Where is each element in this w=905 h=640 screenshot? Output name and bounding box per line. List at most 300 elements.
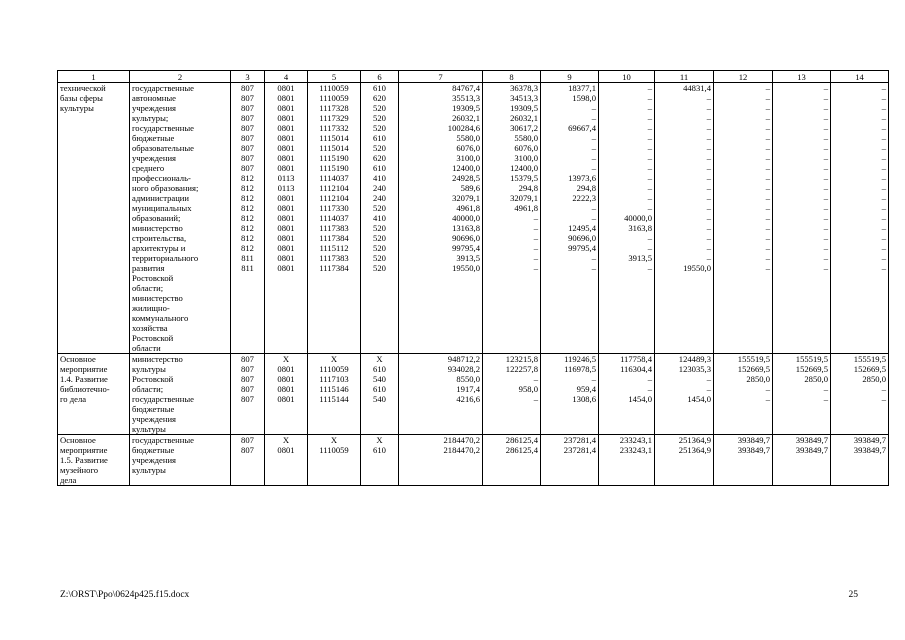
value-cell — [714, 83, 773, 354]
value-cell — [541, 435, 599, 486]
header-cell: 14 — [831, 71, 889, 83]
value-line: – — [881, 153, 886, 163]
value-line: 807 — [241, 143, 254, 153]
value-line: 410 — [373, 213, 386, 223]
activity-name-line: технической — [60, 83, 106, 93]
executor-line: хозяйства — [132, 323, 168, 333]
value-line: – — [533, 243, 538, 253]
value-line: – — [533, 233, 538, 243]
value-line: 0801 — [277, 113, 295, 123]
value-line: 2850,0 — [746, 374, 770, 384]
value-line: – — [706, 203, 711, 213]
value-line: 5580,0 — [514, 133, 538, 143]
value-line: – — [765, 83, 770, 93]
value-line: 0801 — [277, 394, 295, 404]
value-line: 610 — [373, 384, 386, 394]
value-line: – — [706, 143, 711, 153]
value-line: 1117383 — [319, 253, 349, 263]
value-line: 4961,8 — [456, 203, 480, 213]
value-line: 1117384 — [319, 263, 349, 273]
value-line: – — [533, 374, 538, 384]
value-line: X — [330, 435, 338, 445]
activity-name-line: музейного — [60, 465, 99, 475]
value-line: – — [765, 253, 770, 263]
section-row — [58, 354, 889, 435]
value-line: 520 — [373, 123, 386, 133]
value-line: – — [765, 163, 770, 173]
value-line: 1117383 — [319, 223, 349, 233]
value-cell — [308, 354, 361, 435]
value-line: 0801 — [277, 93, 295, 103]
value-line: 520 — [373, 113, 386, 123]
value-line: 807 — [241, 123, 254, 133]
value-cell — [541, 354, 599, 435]
value-line: 812 — [241, 213, 254, 223]
value-line: 393849,7 — [795, 445, 828, 455]
value-line: 1110059 — [319, 83, 349, 93]
value-line: – — [647, 153, 652, 163]
value-line: 0801 — [277, 364, 295, 374]
value-line: 393849,7 — [853, 445, 886, 455]
value-line: – — [765, 243, 770, 253]
value-line: – — [881, 193, 886, 203]
value-line: – — [823, 193, 828, 203]
value-line: 294,8 — [576, 183, 596, 193]
value-line: 1117328 — [319, 103, 349, 113]
value-line: – — [706, 93, 711, 103]
value-line: – — [706, 113, 711, 123]
activity-name-line: го дела — [60, 394, 87, 404]
value-line: 1115014 — [319, 133, 349, 143]
header-cell: 6 — [361, 71, 399, 83]
executor-line: муниципальных — [132, 203, 192, 213]
value-line: 1112104 — [319, 193, 349, 203]
executor-line: государственные — [132, 83, 194, 93]
executor-line: Ростовской — [132, 333, 174, 343]
value-line: X — [282, 435, 290, 445]
value-line: – — [647, 374, 652, 384]
activity-name-cell — [58, 435, 130, 486]
value-line: 1115190 — [319, 163, 349, 173]
value-line: – — [591, 203, 596, 213]
value-line: – — [533, 263, 538, 273]
value-cell — [773, 435, 831, 486]
value-line: 0801 — [277, 133, 295, 143]
value-line: 520 — [373, 263, 386, 273]
value-line: 540 — [373, 394, 386, 404]
value-line: – — [591, 103, 596, 113]
value-line: 0801 — [277, 123, 295, 133]
value-line: 240 — [373, 183, 386, 193]
value-line: – — [706, 183, 711, 193]
value-cell — [599, 354, 655, 435]
value-line: 251364,9 — [678, 435, 711, 445]
value-line: 90696,0 — [452, 233, 480, 243]
value-cell — [831, 83, 889, 354]
value-line: 1454,0 — [628, 394, 652, 404]
value-line: 0801 — [277, 163, 295, 173]
value-line: 100284,6 — [447, 123, 480, 133]
value-cell — [231, 435, 265, 486]
executor-line: учреждения — [132, 153, 177, 163]
value-line: 6076,0 — [514, 143, 538, 153]
executor-line: культуры — [132, 465, 166, 475]
value-line: – — [765, 133, 770, 143]
value-line: – — [765, 394, 770, 404]
value-line: 155519,5 — [853, 354, 886, 364]
value-line: 812 — [241, 223, 254, 233]
value-cell — [831, 354, 889, 435]
value-line: – — [647, 113, 652, 123]
value-line: – — [533, 253, 538, 263]
executor-line: Ростовской — [132, 273, 174, 283]
value-line: – — [881, 183, 886, 193]
value-line: 1110059 — [319, 93, 349, 103]
value-line: 152669,5 — [853, 364, 886, 374]
value-line: – — [591, 263, 596, 273]
value-cell — [308, 83, 361, 354]
value-line: – — [823, 83, 828, 93]
value-line: 807 — [241, 364, 254, 374]
value-cell — [773, 354, 831, 435]
value-line: 26032,1 — [452, 113, 480, 123]
value-line: 807 — [241, 374, 254, 384]
value-line: X — [376, 354, 383, 364]
value-line: – — [765, 103, 770, 113]
value-line: – — [881, 113, 886, 123]
value-line: 19309,5 — [510, 103, 538, 113]
value-line: – — [591, 113, 596, 123]
value-cell — [655, 354, 714, 435]
value-line: 1115146 — [319, 384, 349, 394]
value-line: 34513,3 — [510, 93, 538, 103]
value-line: – — [823, 243, 828, 253]
value-line: – — [881, 233, 886, 243]
value-line: – — [823, 93, 828, 103]
value-line: 0801 — [277, 384, 295, 394]
value-line: 12400,0 — [510, 163, 538, 173]
header-cell: 11 — [655, 71, 714, 83]
value-line: – — [881, 163, 886, 173]
header-cell: 1 — [58, 71, 130, 83]
value-line: – — [765, 173, 770, 183]
value-line: – — [823, 263, 828, 273]
value-line: 1917,4 — [456, 384, 480, 394]
executor-line: строительства, — [132, 233, 187, 243]
value-line: 116978,5 — [564, 364, 596, 374]
value-line: 812 — [241, 233, 254, 243]
value-line: 610 — [373, 133, 386, 143]
value-line: – — [765, 183, 770, 193]
value-cell — [231, 354, 265, 435]
value-line: 237281,4 — [563, 435, 596, 445]
value-line: 520 — [373, 223, 386, 233]
value-line: 520 — [373, 243, 386, 253]
value-line: 958,0 — [518, 384, 538, 394]
value-line: – — [647, 233, 652, 243]
value-line: 3913,5 — [456, 253, 480, 263]
value-line: 620 — [373, 93, 386, 103]
value-line: 117758,4 — [620, 354, 652, 364]
value-cell — [655, 435, 714, 486]
value-line: – — [647, 193, 652, 203]
activity-name-line: базы сферы — [60, 93, 103, 103]
value-line: 19550,0 — [683, 263, 711, 273]
value-line: 35513,3 — [452, 93, 480, 103]
value-line: – — [706, 103, 711, 113]
value-line: – — [765, 233, 770, 243]
value-line: 812 — [241, 193, 254, 203]
value-line: – — [647, 173, 652, 183]
value-line: X — [330, 354, 338, 364]
value-line: 124489,3 — [678, 354, 711, 364]
value-line: X — [282, 354, 290, 364]
value-line: 155519,5 — [737, 354, 770, 364]
value-line: 0801 — [277, 233, 295, 243]
value-line: – — [706, 243, 711, 253]
column-number-row — [58, 71, 889, 83]
value-line: 959,4 — [576, 384, 596, 394]
value-line: 811 — [241, 263, 254, 273]
value-line: – — [823, 153, 828, 163]
value-line: 0801 — [277, 83, 295, 93]
value-line: – — [647, 163, 652, 173]
value-line: – — [881, 223, 886, 233]
value-line: 2184470,2 — [443, 445, 480, 455]
value-line: – — [591, 253, 596, 263]
value-line: – — [647, 183, 652, 193]
value-line: 240 — [373, 193, 386, 203]
value-cell — [361, 435, 399, 486]
value-line: – — [765, 193, 770, 203]
executor-line: развития — [132, 263, 165, 273]
value-cell — [399, 83, 483, 354]
executor-line: бюджетные — [132, 133, 175, 143]
value-line: 807 — [241, 133, 254, 143]
value-line: – — [647, 133, 652, 143]
value-line: – — [591, 213, 596, 223]
value-line: 934028,2 — [447, 364, 480, 374]
value-line: 251364,9 — [678, 445, 711, 455]
activity-name-line: Основное — [60, 435, 96, 445]
executor-line: государственные — [132, 435, 194, 445]
header-cell: 2 — [130, 71, 231, 83]
value-line: – — [647, 83, 652, 93]
value-line: 2184470,2 — [443, 435, 480, 445]
value-line: 610 — [373, 445, 386, 455]
value-line: X — [376, 435, 383, 445]
activity-name-line: 1.5. Развитие — [60, 455, 108, 465]
budget-table — [57, 70, 889, 486]
executor-line: культуры; — [132, 113, 169, 123]
value-line: 3913,5 — [628, 253, 652, 263]
value-line: 807 — [241, 103, 254, 113]
value-line: – — [765, 213, 770, 223]
value-line: 294,8 — [518, 183, 538, 193]
activity-name-cell — [58, 83, 130, 354]
executor-line: Ростовской — [132, 374, 174, 384]
executor-cell — [130, 435, 231, 486]
value-line: 807 — [241, 445, 254, 455]
executor-line: министерство — [132, 354, 183, 364]
value-line: 1117332 — [319, 123, 349, 133]
value-cell — [265, 435, 308, 486]
value-line: 1115190 — [319, 153, 349, 163]
value-cell — [308, 435, 361, 486]
value-line: – — [647, 203, 652, 213]
value-line: 6076,0 — [456, 143, 480, 153]
value-line: – — [706, 133, 711, 143]
value-line: 15379,5 — [510, 173, 538, 183]
value-line: – — [823, 213, 828, 223]
executor-line: среднего — [132, 163, 165, 173]
value-line: 1117103 — [319, 374, 349, 384]
value-line: 393849,7 — [795, 435, 828, 445]
value-line: – — [881, 213, 886, 223]
value-line: – — [647, 123, 652, 133]
value-line: – — [647, 263, 652, 273]
table-body — [58, 71, 889, 486]
value-cell — [714, 354, 773, 435]
value-line: 0801 — [277, 203, 295, 213]
value-line: 0801 — [277, 193, 295, 203]
value-line: 40000,0 — [452, 213, 480, 223]
value-line: 807 — [241, 394, 254, 404]
value-cell — [483, 83, 541, 354]
value-line: – — [765, 93, 770, 103]
value-line: – — [765, 153, 770, 163]
value-line: 1308,6 — [572, 394, 596, 404]
value-line: – — [823, 233, 828, 243]
value-line: 32079,1 — [452, 193, 480, 203]
value-line: 5580,0 — [456, 133, 480, 143]
value-line: – — [647, 93, 652, 103]
value-line: – — [823, 203, 828, 213]
value-line: 3100,0 — [514, 153, 538, 163]
value-line: – — [591, 153, 596, 163]
value-line: 0801 — [277, 263, 295, 273]
header-cell: 8 — [483, 71, 541, 83]
value-line: – — [823, 163, 828, 173]
activity-name-line: мероприятие — [60, 445, 108, 455]
value-cell — [541, 83, 599, 354]
value-line: 18377,1 — [568, 83, 596, 93]
value-line: 1117384 — [319, 233, 349, 243]
value-line: – — [647, 143, 652, 153]
executor-line: администрации — [132, 193, 190, 203]
value-cell — [361, 354, 399, 435]
value-line: – — [881, 93, 886, 103]
value-line: 26032,1 — [510, 113, 538, 123]
activity-name-line: мероприятие — [60, 364, 108, 374]
value-line: 123215,8 — [505, 354, 538, 364]
value-line: 237281,4 — [563, 445, 596, 455]
executor-line: архитектуры и — [132, 243, 186, 253]
value-line: 393849,7 — [737, 435, 770, 445]
value-line: – — [881, 103, 886, 113]
value-line: 410 — [373, 173, 386, 183]
value-line: 44831,4 — [683, 83, 711, 93]
value-line: 1598,0 — [572, 93, 596, 103]
value-line: 3163,8 — [628, 223, 652, 233]
value-line: 807 — [241, 163, 254, 173]
value-line: – — [823, 384, 828, 394]
value-line: 30617,2 — [510, 123, 538, 133]
value-line: 0801 — [277, 213, 295, 223]
value-line: 4961,8 — [514, 203, 538, 213]
value-line: 155519,5 — [795, 354, 828, 364]
executor-line: министерство — [132, 223, 183, 233]
value-line: – — [765, 143, 770, 153]
value-cell — [655, 83, 714, 354]
executor-line: культуры — [132, 424, 166, 434]
value-line: 24928,5 — [452, 173, 480, 183]
value-line: – — [706, 173, 711, 183]
header-cell: 3 — [231, 71, 265, 83]
value-line: 1454,0 — [687, 394, 711, 404]
value-cell — [599, 83, 655, 354]
value-line: – — [533, 223, 538, 233]
executor-line: профессиональ- — [132, 173, 191, 183]
value-cell — [483, 435, 541, 486]
value-line: 233243,1 — [619, 445, 652, 455]
value-line: 2222,3 — [572, 193, 596, 203]
activity-name-line: дела — [60, 475, 77, 485]
value-line: 0113 — [277, 183, 295, 193]
value-line: 3100,0 — [456, 153, 480, 163]
value-cell — [361, 83, 399, 354]
executor-line: бюджетные — [132, 404, 175, 414]
value-line: – — [823, 103, 828, 113]
value-line: 807 — [241, 153, 254, 163]
value-line: – — [533, 213, 538, 223]
value-line: – — [823, 123, 828, 133]
header-cell: 4 — [265, 71, 308, 83]
value-line: 32079,1 — [510, 193, 538, 203]
value-line: – — [591, 374, 596, 384]
activity-name-line: библиотечно- — [60, 384, 110, 394]
value-line: 286125,4 — [505, 445, 538, 455]
value-line: – — [647, 243, 652, 253]
value-line: – — [765, 203, 770, 213]
executor-line: жилищно- — [132, 303, 170, 313]
value-cell — [599, 435, 655, 486]
value-line: – — [706, 213, 711, 223]
header-cell: 9 — [541, 71, 599, 83]
value-cell — [773, 83, 831, 354]
value-line: 286125,4 — [505, 435, 538, 445]
header-cell: 7 — [399, 71, 483, 83]
value-cell — [265, 354, 308, 435]
value-line: – — [823, 133, 828, 143]
value-line: – — [647, 384, 652, 394]
executor-line: учреждения — [132, 414, 177, 424]
executor-line: образований; — [132, 213, 181, 223]
value-line: – — [533, 394, 538, 404]
value-line: 90696,0 — [568, 233, 596, 243]
value-line: – — [823, 253, 828, 263]
value-line: 520 — [373, 143, 386, 153]
value-line: – — [881, 394, 886, 404]
executor-line: области; — [132, 283, 164, 293]
value-line: 123035,3 — [678, 364, 711, 374]
value-cell — [399, 354, 483, 435]
value-line: 812 — [241, 173, 254, 183]
value-line: 520 — [373, 233, 386, 243]
value-line: 393849,7 — [853, 435, 886, 445]
value-line: – — [881, 173, 886, 183]
value-line: 1115112 — [319, 243, 349, 253]
